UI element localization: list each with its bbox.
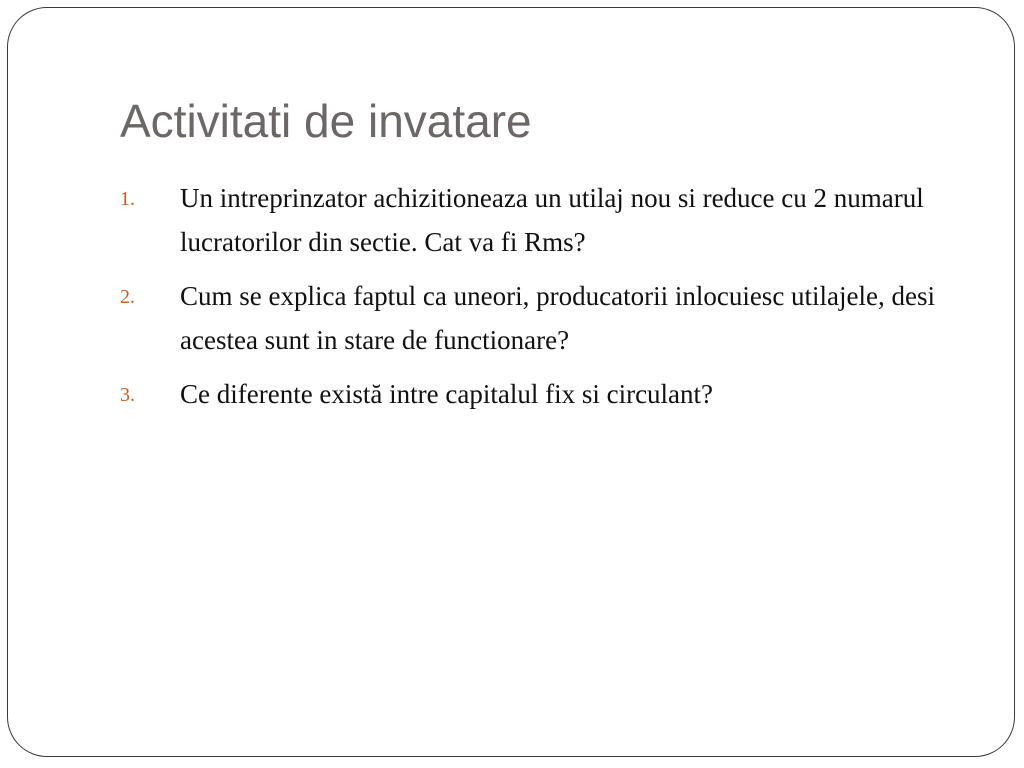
list-item	[120, 274, 980, 362]
list-item-text: Un intreprinzator achizitioneaza un utilaj nou si reduce cu 2 numarul lucratorilor din sectie. Cat va fi Rms?	[180, 183, 924, 257]
question-list	[120, 176, 980, 428]
list-item-number: 2.	[120, 286, 135, 308]
slide-title: Activitati de invatare	[120, 95, 532, 147]
list-item-number: 1.	[120, 188, 135, 210]
list-item-text: Cum se explica faptul ca uneori, producatorii inlocuiesc utilajele, desi acestea sunt in stare de functionare?	[180, 281, 935, 355]
slide-frame	[7, 7, 1015, 757]
list-item-number: 3.	[120, 384, 135, 406]
list-item-text: Ce diferente există intre capitalul fix si circulant?	[180, 379, 714, 409]
list-item	[120, 372, 980, 418]
list-item	[120, 176, 980, 264]
